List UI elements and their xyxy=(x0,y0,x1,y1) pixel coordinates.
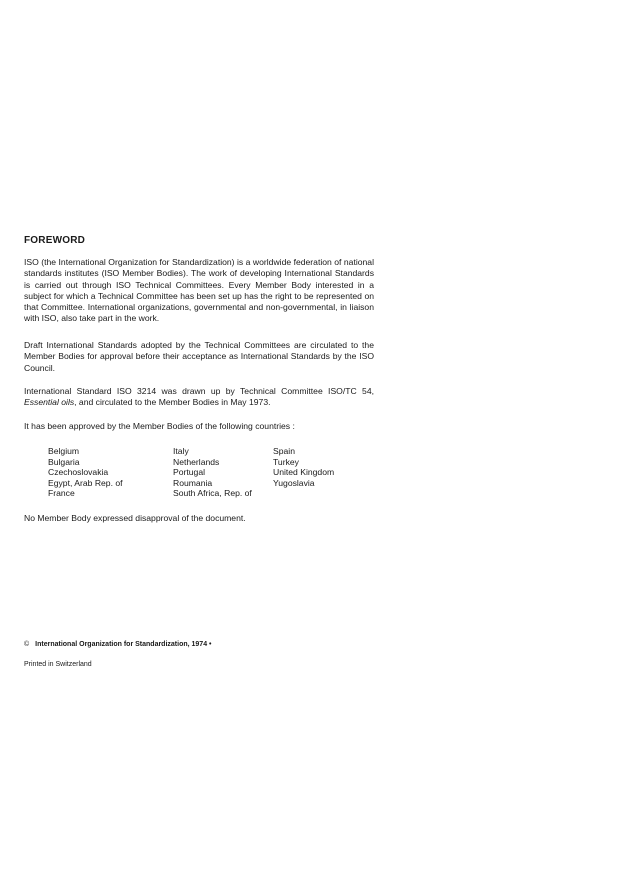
country-column-2 xyxy=(173,446,252,499)
country-item: Portugal xyxy=(173,467,206,478)
country-item: Roumania xyxy=(173,477,213,488)
country-item: South Africa, Rep. of xyxy=(173,488,252,499)
country-column-1 xyxy=(48,446,123,499)
country-item: Yugoslavia xyxy=(273,477,315,488)
country-item: Belgium xyxy=(48,446,80,456)
page-title: FOREWORD xyxy=(24,235,86,246)
copyright-notice xyxy=(24,641,211,648)
paragraph-standard-origin xyxy=(24,386,374,409)
origin-text-end: , and circulated to the Member Bodies in May 1973. xyxy=(74,397,271,408)
paragraph-iso-intro: ISO (the International Organization for Standardization) is a worldwide federation of national standards institutes (ISO Member Bodies). The work of developing International Standards is carried out through ISO Technical Committees. Every Member Body interested in a subject for which a Technical Committee has been set up has the right to be represented on that Committee. International organizations, governmental and non-governmental, in liaison with ISO, also take part in the work. xyxy=(24,257,374,324)
committee-subject: Essential oils xyxy=(24,397,75,408)
country-item: Italy xyxy=(173,446,189,456)
country-item: Netherlands xyxy=(173,456,220,467)
country-item: Spain xyxy=(273,446,295,456)
country-item: United Kingdom xyxy=(273,467,335,478)
paragraph-approval: It has been approved by the Member Bodies of the following countries : xyxy=(24,421,295,431)
printed-location: Printed in Switzerland xyxy=(24,661,92,668)
origin-text: International Standard ISO 3214 was drawn up by Technical Committee ISO/TC 54, xyxy=(24,386,374,396)
copyright-text: International Organization for Standardization, 1974 • xyxy=(35,641,212,648)
paragraph-disapproval: No Member Body expressed disapproval of the document. xyxy=(24,513,246,523)
country-item: Czechoslovakia xyxy=(48,467,109,478)
copyright-icon: © xyxy=(24,641,30,648)
country-column-3 xyxy=(273,446,334,488)
country-item: Turkey xyxy=(273,456,299,467)
paragraph-draft-standards: Draft International Standards adopted by the Technical Committees are circulated to the Member Bodies for approval before their acceptance as International Standards by the ISO Council. xyxy=(24,340,374,373)
country-item: Egypt, Arab Rep. of xyxy=(48,477,123,488)
country-item: France xyxy=(48,488,75,499)
country-item: Bulgaria xyxy=(48,456,80,467)
